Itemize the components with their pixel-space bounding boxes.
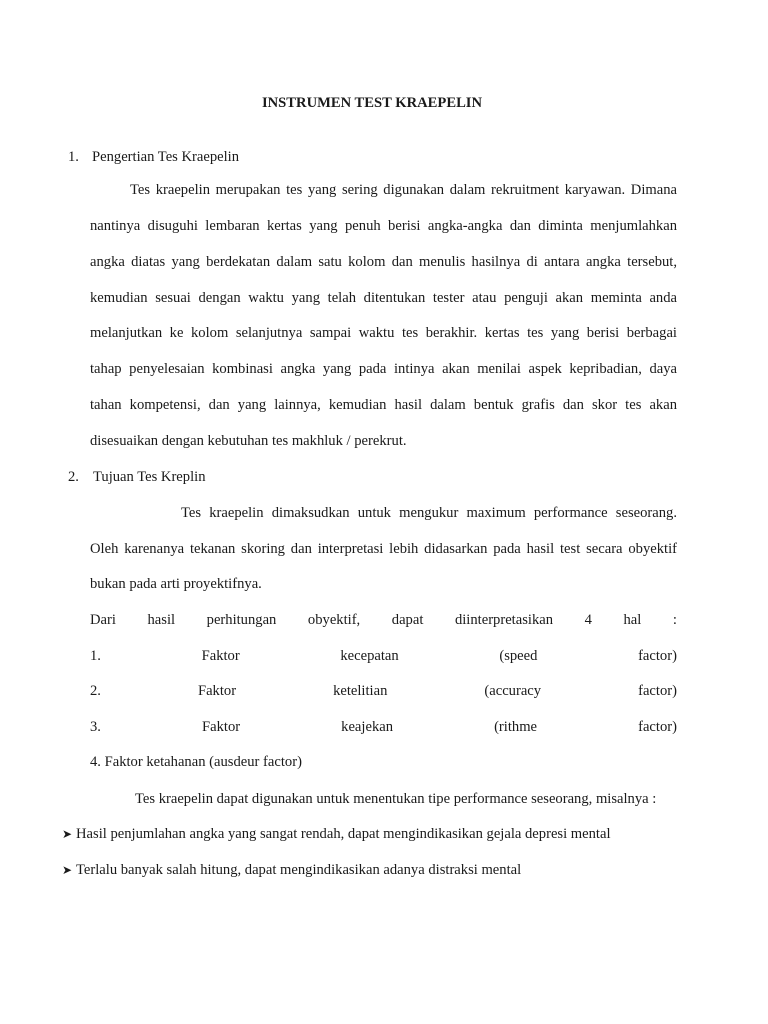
paragraph-line: angka diatas yang berdekatan dalam satu kolom dan menulis hasilnya di antara angka tersebut, [90,254,677,270]
factor-number: 3. [90,719,101,735]
word: hasil [147,612,176,628]
factor-line-1 [90,647,677,665]
factor-english: (rithme [494,719,538,735]
paragraph-line: Oleh karenanya tekanan skoring dan interpretasi lebih didasarkan pada hasil test secara obyektif [90,541,677,557]
interpretation-line [90,611,677,629]
factor-line-3 [90,718,677,736]
arrowhead-bullet-icon: ➤ [62,863,73,877]
section-2-heading: Tujuan Tes Kreplin [93,469,206,485]
word: Dari [90,612,116,628]
bullet-item-1 [62,825,611,843]
paragraph-line: bukan pada arti proyektifnya. [90,576,262,592]
bullet-item-2 [62,861,521,879]
factor-number: 2. [90,683,101,699]
word: obyektif, [307,612,361,628]
word: diinterpretasikan [454,612,554,628]
word: : [672,612,677,628]
paragraph-line: tahan kompetensi, dan yang lainnya, kemudian hasil dalam bentuk grafis dan skor tes akan [90,397,677,413]
paragraph-line: Tes kraepelin dimaksudkan untuk mengukur maximum performance seseorang. [181,505,677,521]
factor-word: Faktor [197,683,237,699]
factor-word: Faktor [201,648,240,664]
word: perhitungan [206,612,277,628]
section-1-number: 1. [68,149,79,165]
factor-word: Faktor [202,719,241,735]
paragraph-line: melanjutkan ke kolom selanjutnya sampai waktu tes berakhir. kertas tes yang berisi berbagai [90,325,677,341]
factor-suffix: factor) [638,683,677,699]
word: 4 [584,612,592,628]
arrowhead-bullet-icon: ➤ [62,827,73,841]
paragraph-line: kemudian sesuai dengan waktu yang telah ditentukan tester atau penguji akan meminta anda [90,290,677,306]
factor-line-2 [90,682,677,700]
paragraph-line: Tes kraepelin merupakan tes yang sering digunakan dalam rekruitment karyawan. Dimana [130,182,677,198]
paragraph-line: tahap penyelesaian kombinasi angka yang pada intinya akan menilai aspek kepribadian, daya [90,361,677,377]
usage-paragraph: Tes kraepelin dapat digunakan untuk menentukan tipe performance seseorang, misalnya : [135,791,657,807]
section-1-heading: Pengertian Tes Kraepelin [92,149,240,165]
factor-english: (accuracy [484,683,542,699]
bullet-text: Terlalu banyak salah hitung, dapat mengindikasikan adanya distraksi mental [76,862,522,878]
paragraph-line: disesuaikan dengan kebutuhan tes makhluk / perekrut. [90,433,407,449]
factor-line-4: 4. Faktor ketahanan (ausdeur factor) [90,754,302,770]
factor-suffix: factor) [638,719,677,735]
word: hal [623,612,642,628]
factor-english: (speed [499,648,538,664]
factor-name: ketelitian [333,683,388,699]
factor-suffix: factor) [638,648,677,664]
paragraph-line: nantinya disuguhi lembaran kertas yang penuh berisi angka-angka dan diminta menjumlahkan [90,218,677,234]
factor-number: 1. [90,648,101,664]
section-2-number: 2. [68,469,79,485]
factor-name: kecepatan [340,648,399,664]
bullet-text: Hasil penjumlahan angka yang sangat rendah, dapat mengindikasikan gejala depresi mental [76,826,611,842]
word: dapat [391,612,424,628]
factor-name: keajekan [341,719,394,735]
document-title: INSTRUMEN TEST KRAEPELIN [261,95,483,111]
